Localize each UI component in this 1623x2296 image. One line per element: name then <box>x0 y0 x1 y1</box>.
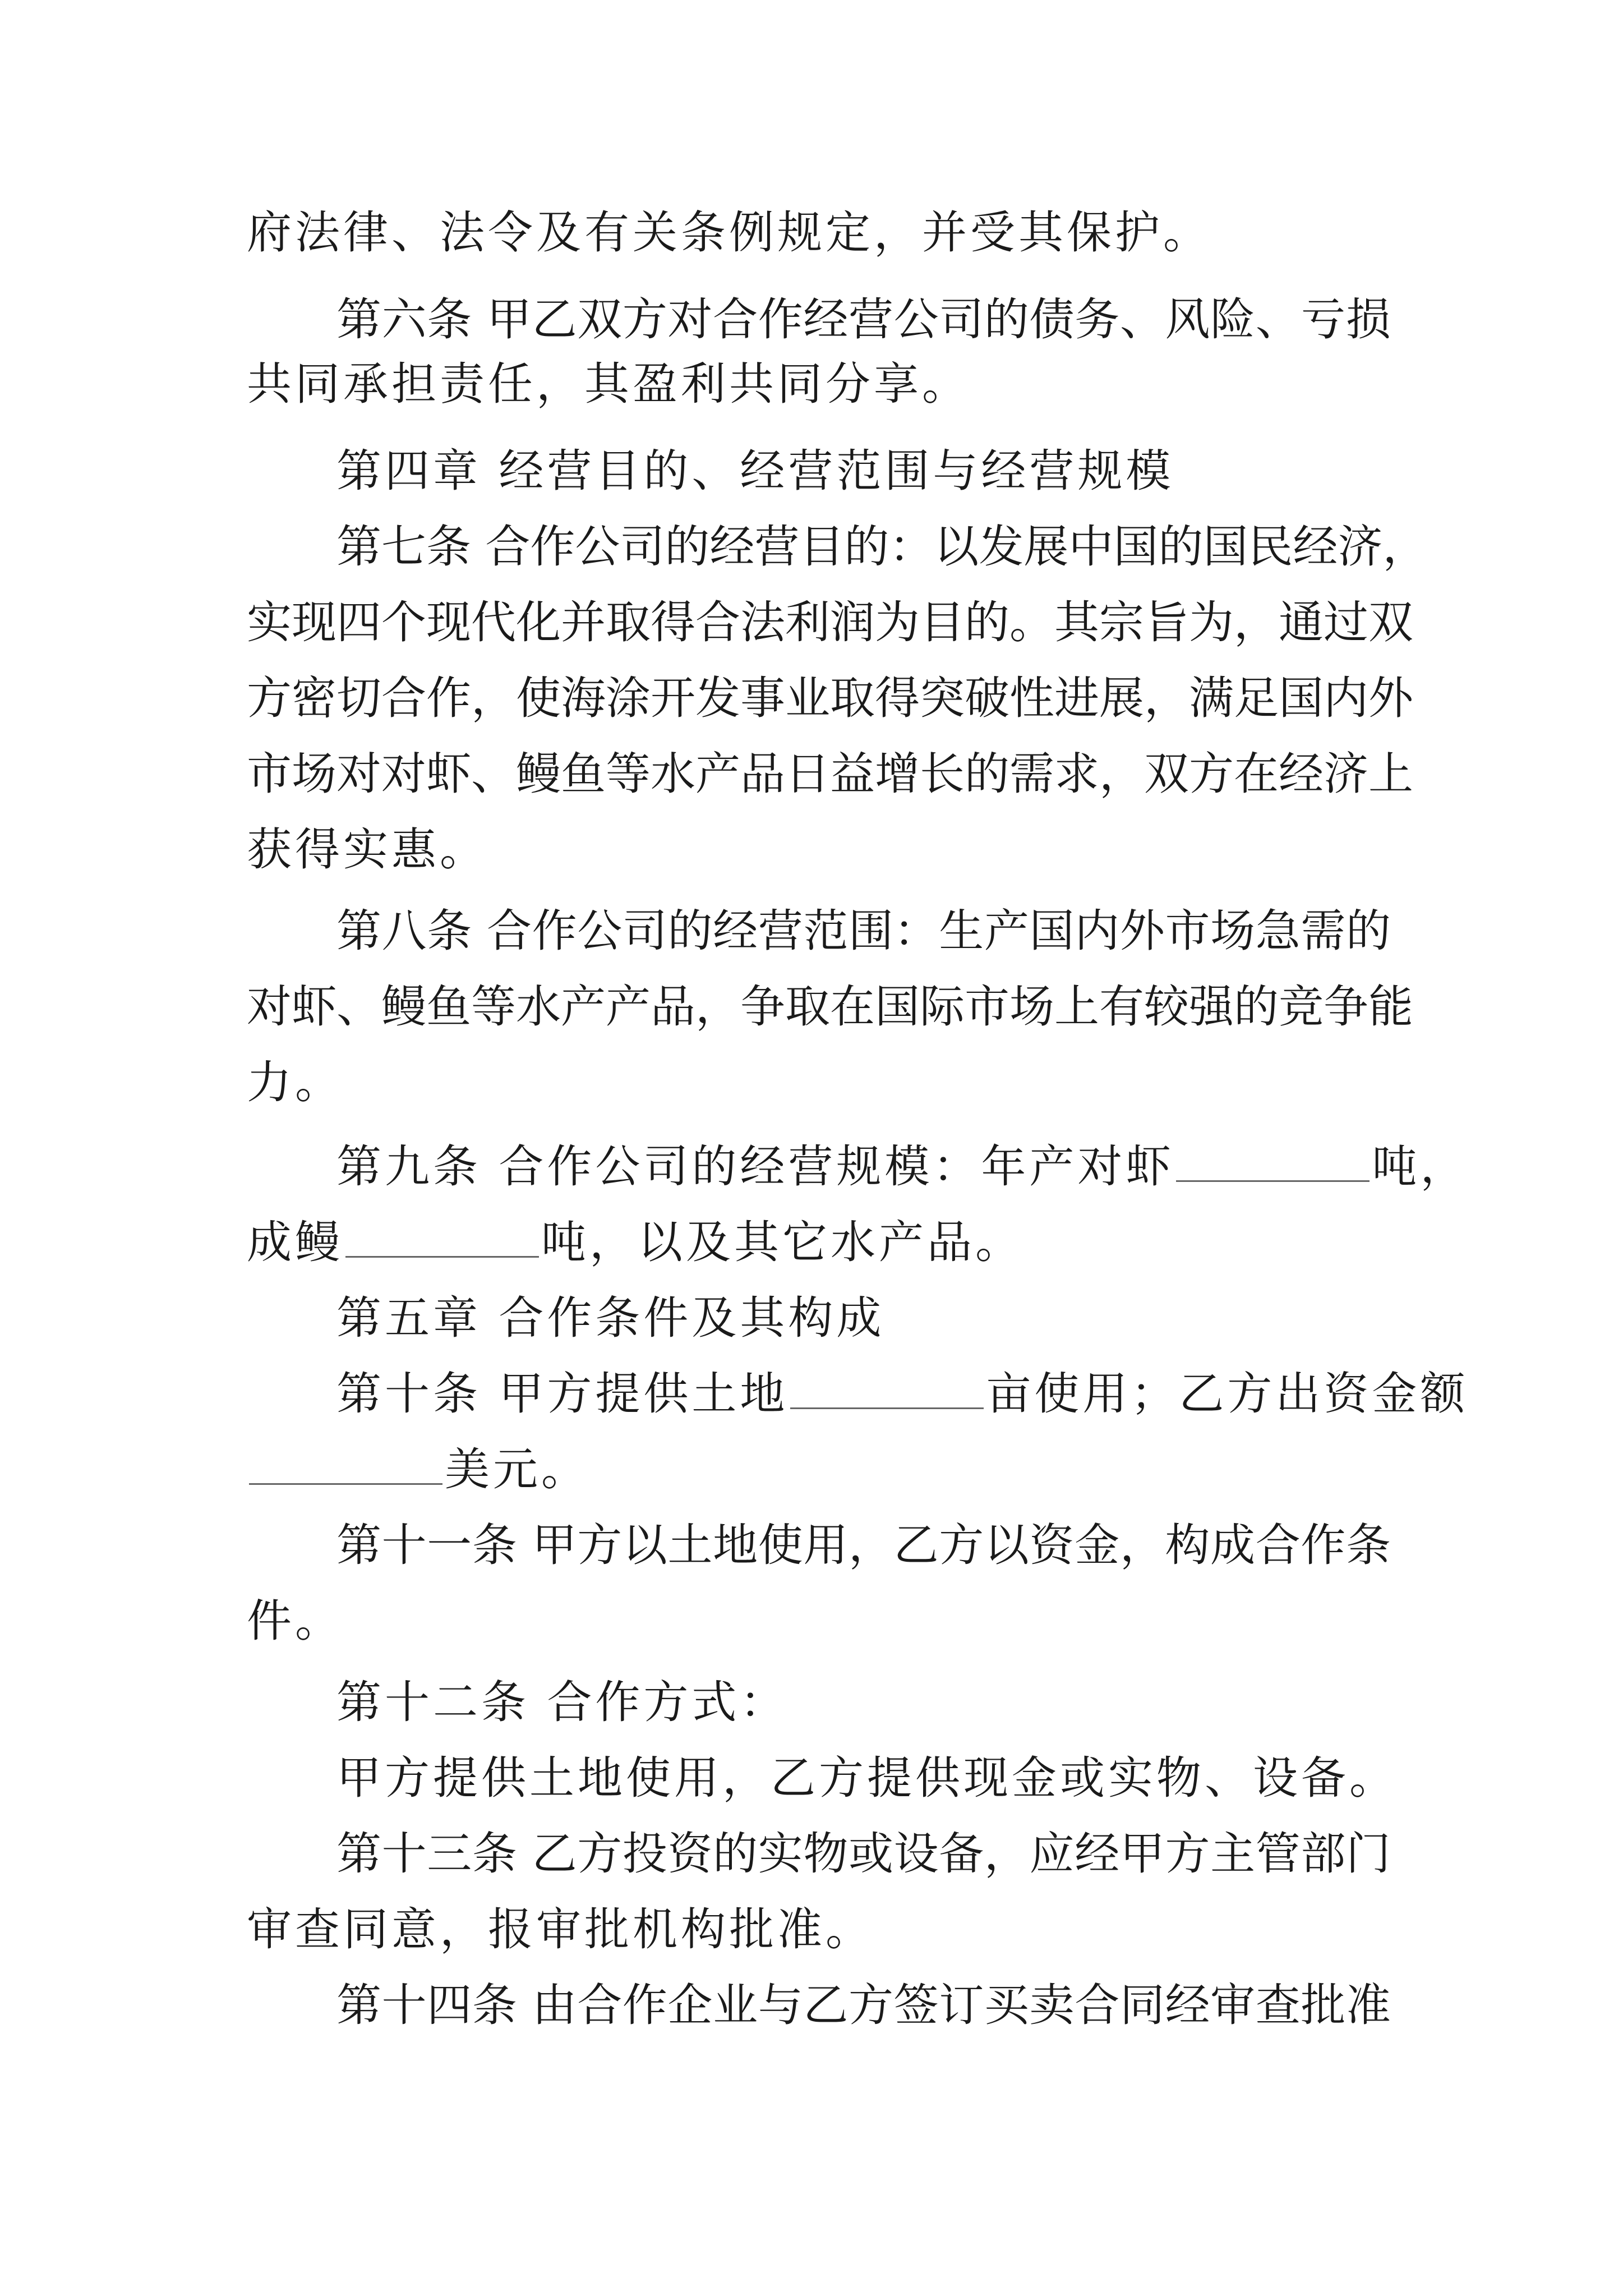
article-7-line-3: 方密切合作，使海涂开发事业取得突破性进展，满足国内外 <box>247 672 1413 724</box>
article-10-line-2 <box>247 1442 1391 1498</box>
article-7-line-1: 第七条 合作公司的经营目的：以发展中国的国民经济， <box>336 521 1428 573</box>
article-9-text-d: 吨，以及其它水产品。 <box>541 1216 1023 1268</box>
article-10-text-c: 美元。 <box>445 1443 589 1496</box>
article-7-line-5: 获得实惠。 <box>247 823 488 876</box>
article-8-line-3: 力。 <box>247 1056 343 1108</box>
paragraph-continuation-line: 府法律、法令及有关条例规定，并受其保护。 <box>247 206 1211 259</box>
article-11-line-2: 件。 <box>247 1595 343 1647</box>
land-area-blank <box>790 1368 984 1409</box>
article-9-text-c: 成鳗 <box>247 1216 343 1268</box>
article-10-text-a: 第十条 甲方提供土地 <box>336 1368 789 1420</box>
article-9-line-1 <box>336 1139 1469 1195</box>
article-9-text-a: 第九条 合作公司的经营规模：年产对虾 <box>336 1140 1174 1193</box>
article-9-text-b: 吨， <box>1372 1140 1469 1193</box>
shrimp-tonnage-blank <box>1176 1141 1370 1182</box>
article-8-line-2: 对虾、鳗鱼等水产产品，争取在国际市场上有较强的竞争能 <box>247 981 1413 1033</box>
article-11-line-1: 第十一条 甲方以土地使用，乙方以资金，构成合作条 <box>336 1519 1391 1571</box>
chapter-4-heading: 第四章 经营目的、经营范围与经营规模 <box>336 445 1174 497</box>
article-14-line-1: 第十四条 由合作企业与乙方签订买卖合同经审查批准 <box>336 1979 1391 2031</box>
article-10-line-1 <box>336 1366 1469 1422</box>
chapter-5-heading: 第五章 合作条件及其构成 <box>336 1292 885 1344</box>
article-6-line-1: 第六条 甲乙双方对合作经营公司的债务、风险、亏损 <box>336 293 1391 346</box>
article-9-line-2 <box>247 1214 1391 1271</box>
investment-amount-blank <box>249 1444 442 1485</box>
article-7-line-4: 市场对对虾、鳗鱼等水产品日益增长的需求，双方在经济上 <box>247 748 1413 800</box>
article-13-line-1: 第十三条 乙方投资的实物或设备，应经甲方主管部门 <box>336 1828 1391 1880</box>
article-7-line-2: 实现四个现代化并取得合法利润为目的。其宗旨为，通过双 <box>247 596 1413 648</box>
eel-tonnage-blank <box>345 1217 539 1258</box>
article-8-line-1: 第八条 合作公司的经营范围：生产国内外市场急需的 <box>336 905 1391 957</box>
article-6-line-2: 共同承担责任，其盈利共同分享。 <box>247 358 970 410</box>
article-10-text-b: 亩使用；乙方出资金额 <box>986 1368 1469 1420</box>
article-12-line-2: 甲方提供土地使用，乙方提供现金或实物、设备。 <box>336 1752 1398 1804</box>
article-13-line-2: 审查同意，报审批机构批准。 <box>247 1903 874 1955</box>
article-12-line-1: 第十二条 合作方式： <box>336 1676 789 1728</box>
